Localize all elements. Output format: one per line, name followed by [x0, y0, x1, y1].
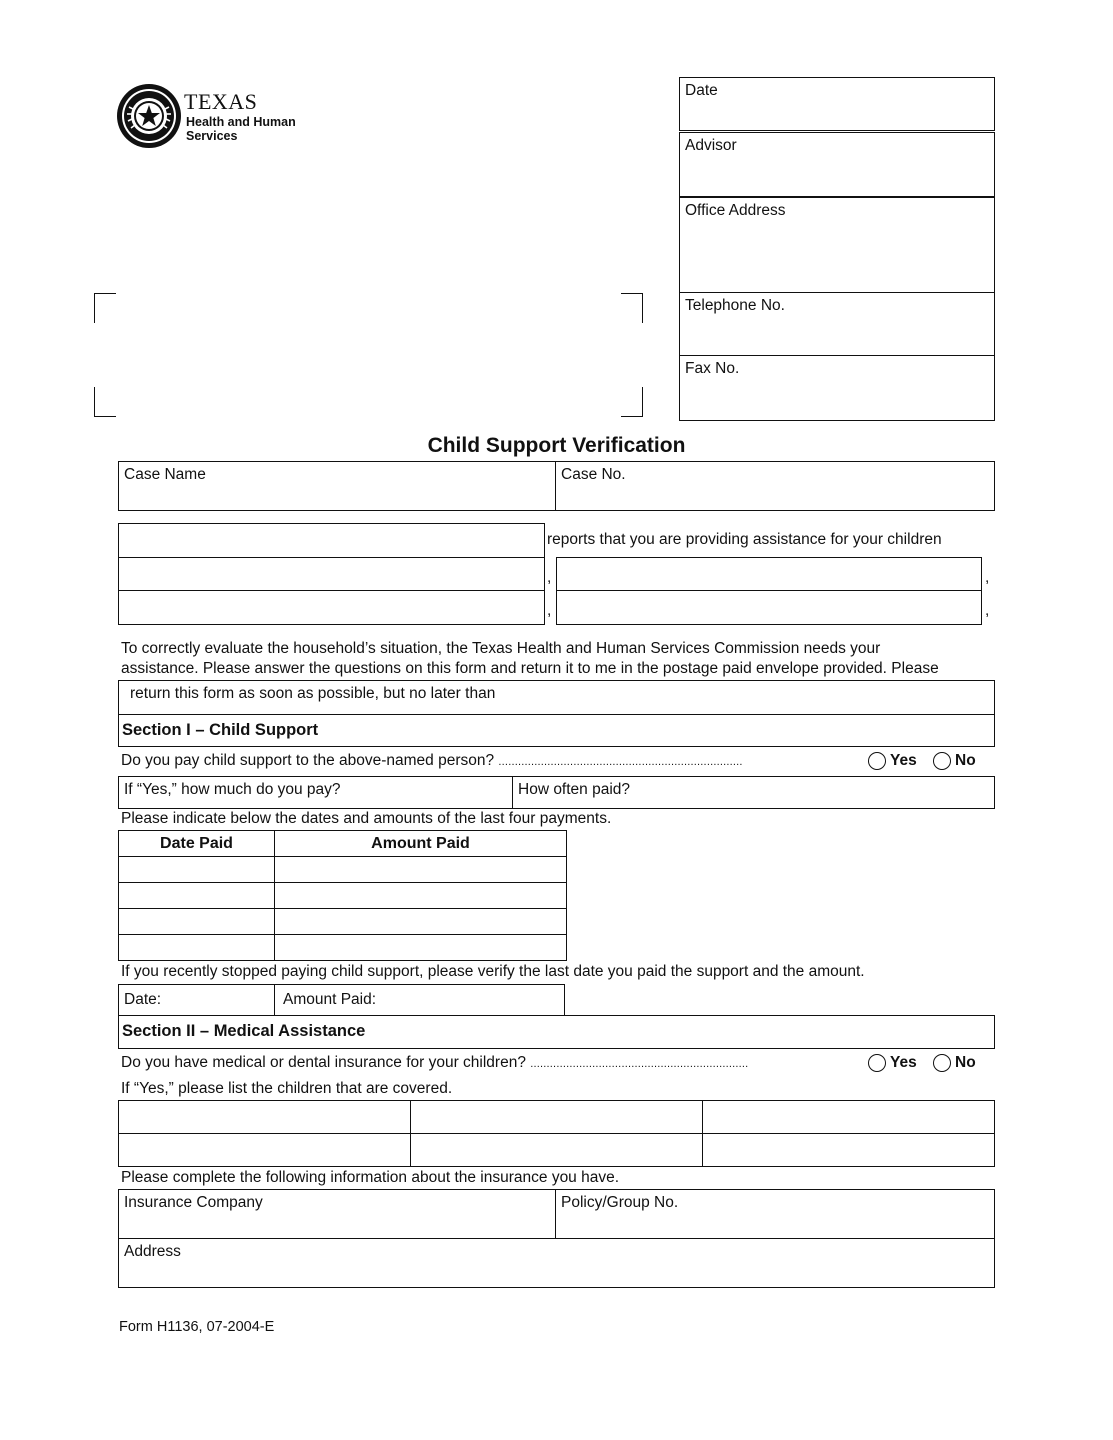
covered-children-table: [118, 1100, 995, 1167]
intro-line-1: To correctly evaluate the household’s situation, the Texas Health and Human Services Commission needs your: [121, 640, 881, 657]
form-id: Form H1136, 07-2004-E: [119, 1319, 275, 1335]
page-title: Child Support Verification: [427, 434, 686, 457]
child-support-no-option[interactable]: [933, 752, 976, 770]
logo-hhs-line: Health and Human: [186, 115, 296, 129]
section-1-heading: Section I – Child Support: [122, 721, 319, 739]
case-no-label: Case No.: [561, 466, 626, 483]
radio-yes[interactable]: [868, 1054, 886, 1072]
how-often-label: How often paid?: [518, 781, 631, 798]
section-2-header: [118, 1015, 995, 1049]
advisor-label: Advisor: [685, 137, 737, 154]
insurance-no-option[interactable]: [933, 1054, 976, 1072]
amount-paid-cell[interactable]: [275, 857, 567, 883]
date-paid-cell[interactable]: [119, 883, 275, 909]
date-paid-cell[interactable]: [119, 909, 275, 935]
insurance-address-field[interactable]: [118, 1238, 995, 1288]
stopped-instruction: If you recently stopped paying child support, please verify the last date you paid the support and the amount.: [121, 963, 865, 980]
child-name-field-2[interactable]: [556, 557, 982, 591]
date-field[interactable]: [679, 77, 995, 131]
logo-texas: TEXAS: [184, 89, 258, 114]
payments-table: [118, 830, 567, 961]
payments-table-header: [119, 831, 567, 857]
reporter-name-field[interactable]: [118, 523, 545, 558]
radio-no[interactable]: [933, 1054, 951, 1072]
address-window-corner-br: [621, 387, 643, 417]
child-support-question: [121, 752, 743, 770]
fax-label: Fax No.: [685, 360, 740, 377]
policy-group-field[interactable]: [555, 1189, 995, 1239]
covered-child-cell[interactable]: [119, 1134, 411, 1167]
amount-paid-cell[interactable]: [275, 935, 567, 961]
how-much-field[interactable]: [118, 776, 513, 809]
covered-child-cell[interactable]: [411, 1134, 703, 1167]
policy-group-label: Policy/Group No.: [561, 1194, 679, 1211]
advisor-field[interactable]: [679, 132, 995, 197]
comma: ,: [985, 602, 990, 619]
leader-dots: ...................................................................: [530, 1058, 749, 1070]
return-deadline-field[interactable]: [118, 680, 995, 715]
how-often-field[interactable]: [512, 776, 995, 809]
date-paid-cell[interactable]: [119, 857, 275, 883]
table-row: [119, 909, 567, 935]
section-1-header: [118, 714, 995, 747]
comma: ,: [547, 569, 552, 586]
table-row: [119, 935, 567, 961]
comma: ,: [547, 602, 552, 619]
yes-label: Yes: [890, 1054, 917, 1072]
insurance-yes-option[interactable]: [868, 1054, 917, 1072]
address-window-corner-tl: [94, 293, 116, 323]
insurance-address-label: Address: [124, 1243, 181, 1260]
case-name-label: Case Name: [124, 466, 206, 483]
last-amount-field[interactable]: [274, 984, 565, 1016]
logo-services-line: Services: [186, 129, 238, 143]
address-window-corner-tr: [621, 293, 643, 323]
intro-line-3: return this form as soon as possible, but no later than: [130, 685, 496, 702]
insurance-company-field[interactable]: [118, 1189, 556, 1239]
table-row: [119, 1101, 995, 1134]
office-address-label: Office Address: [685, 202, 786, 219]
child-support-question-text: Do you pay child support to the above-named person?: [121, 752, 495, 769]
leader-dots: ...........................................................................: [498, 756, 743, 768]
covered-child-cell[interactable]: [703, 1134, 995, 1167]
yes-label: Yes: [890, 752, 917, 770]
case-name-field[interactable]: [118, 461, 556, 511]
covered-child-cell[interactable]: [411, 1101, 703, 1134]
insurance-question-text: Do you have medical or dental insurance for your children?: [121, 1054, 526, 1071]
payments-instruction: Please indicate below the dates and amounts of the last four payments.: [121, 810, 612, 827]
no-label: No: [955, 1054, 976, 1072]
child-name-field-1[interactable]: [118, 557, 545, 591]
intro-line-2: assistance. Please answer the questions on this form and return it to me in the postage paid envelope provided. Please: [121, 660, 939, 677]
insurance-instruction: Please complete the following information about the insurance you have.: [121, 1169, 620, 1186]
how-much-label: If “Yes,” how much do you pay?: [124, 781, 341, 798]
insurance-question: [121, 1054, 748, 1072]
section-2-heading: Section II – Medical Assistance: [122, 1022, 366, 1040]
last-amount-label: Amount Paid:: [283, 991, 377, 1008]
amount-paid-cell[interactable]: [275, 883, 567, 909]
insurance-company-label: Insurance Company: [124, 1194, 263, 1211]
no-label: No: [955, 752, 976, 770]
table-row: [119, 857, 567, 883]
comma: ,: [985, 569, 990, 586]
case-no-field[interactable]: [555, 461, 995, 511]
telephone-field[interactable]: [679, 292, 995, 356]
child-support-yes-option[interactable]: [868, 752, 917, 770]
amount-paid-cell[interactable]: [275, 909, 567, 935]
date-label: Date: [685, 82, 718, 99]
last-date-label: Date:: [124, 991, 162, 1008]
office-address-field[interactable]: [679, 197, 995, 293]
radio-yes[interactable]: [868, 752, 886, 770]
children-covered-instruction: If “Yes,” please list the children that are covered.: [121, 1080, 453, 1097]
child-name-field-3[interactable]: [118, 590, 545, 625]
address-window-corner-bl: [94, 387, 116, 417]
child-name-field-4[interactable]: [556, 590, 982, 625]
fax-field[interactable]: [679, 355, 995, 421]
texas-seal-star-icon: [116, 83, 182, 149]
date-paid-header: Date Paid: [119, 831, 275, 857]
amount-paid-header: Amount Paid: [275, 831, 567, 857]
reports-text: reports that you are providing assistance for your children: [547, 531, 942, 548]
date-paid-cell[interactable]: [119, 935, 275, 961]
table-row: [119, 1134, 995, 1167]
radio-no[interactable]: [933, 752, 951, 770]
covered-child-cell[interactable]: [703, 1101, 995, 1134]
covered-child-cell[interactable]: [119, 1101, 411, 1134]
table-row: [119, 883, 567, 909]
hhs-logo: [116, 83, 296, 149]
last-date-field[interactable]: [118, 984, 275, 1016]
telephone-label: Telephone No.: [685, 297, 785, 314]
